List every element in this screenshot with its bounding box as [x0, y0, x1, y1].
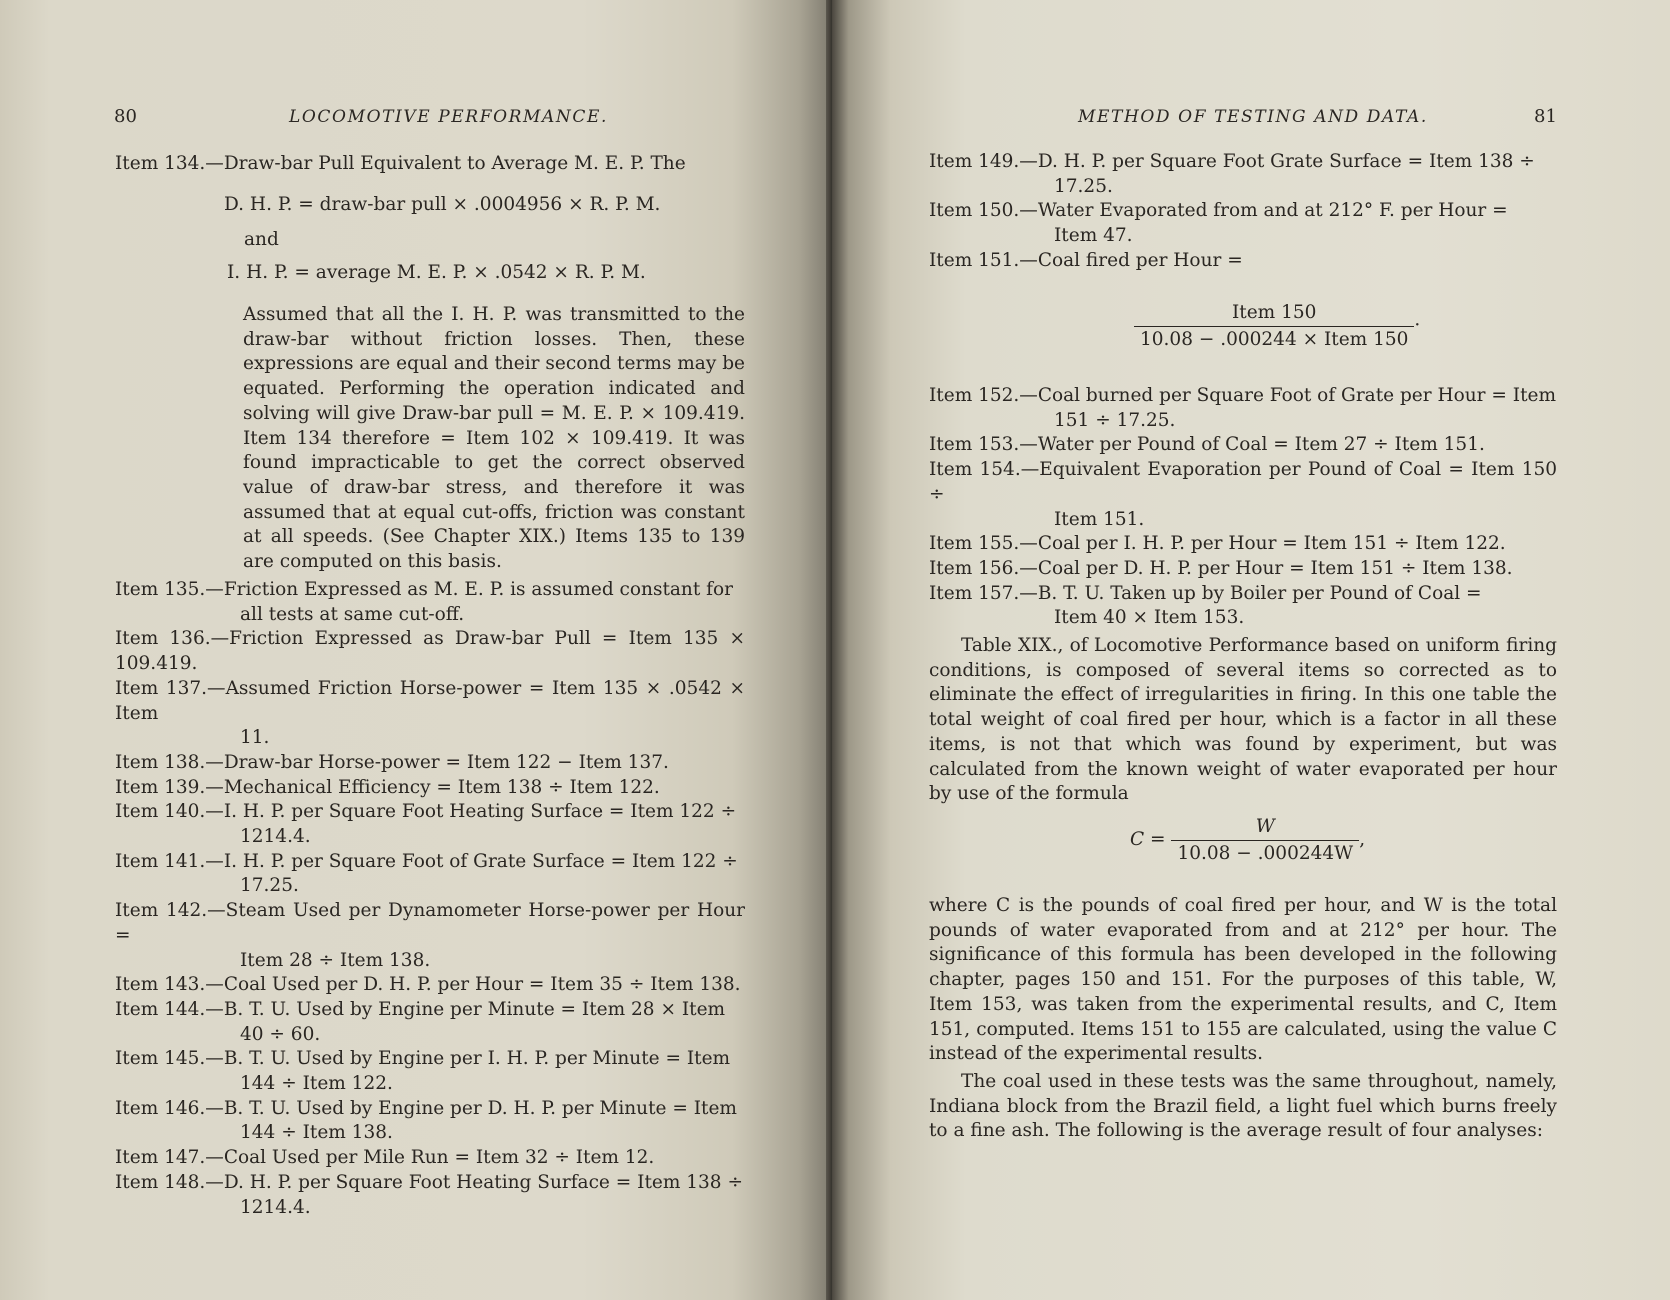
item-label: Item 145.— [115, 1048, 224, 1070]
item-text: Steam Used per Dynamometer Horse-power per Hour = [115, 900, 745, 946]
item-label: Item 138.— [115, 751, 224, 773]
right-items-bottom [929, 384, 1557, 631]
item-continuation: Item 47. [1054, 225, 1133, 247]
item-text: Coal Used per D. H. P. per Hour = Item 35 ÷ Item 138. [223, 974, 741, 996]
item-text: Draw-bar Horse-power = Item 122 − Item 137. [223, 751, 669, 773]
left-page [0, 0, 832, 1300]
left-page-number: 80 [114, 106, 137, 127]
item-153 [929, 433, 1557, 458]
item-141 [115, 850, 745, 899]
item-label: Item 146.— [115, 1097, 224, 1119]
left-item-list [115, 578, 745, 1220]
item-label: Item 155.— [929, 533, 1038, 555]
item-142 [115, 899, 745, 973]
item-continuation: 1214.4. [240, 826, 311, 848]
item-149 [929, 150, 1557, 199]
item-147 [115, 1146, 745, 1171]
fraction-suffix: · [1414, 315, 1421, 336]
item-157 [929, 582, 1557, 631]
formula-lhs: C = [1130, 829, 1166, 850]
item-text: Equivalent Evaporation per Pound of Coal = Item 150 ÷ [929, 459, 1558, 505]
item-label: Item 147.— [115, 1147, 224, 1169]
item-label: Item 154.— [929, 459, 1040, 481]
item-text: Coal Used per Mile Run = Item 32 ÷ Item 12. [223, 1147, 655, 1169]
item-continuation: 17.25. [240, 875, 299, 897]
item-label: Item 144.— [115, 998, 224, 1020]
item-134 [115, 152, 745, 177]
item-continuation: 1214.4. [240, 1196, 311, 1218]
item-label: Item 156.— [929, 557, 1038, 579]
item-154 [929, 458, 1557, 532]
item-label: Item 143.— [115, 974, 224, 996]
table-xix-paragraph: Table XIX., of Locomotive Performance based on uniform firing conditions, is composed of several items so corrected as to eliminate the effect of irregularities in firing. In this one table the total weight of coal fired per hour, which is a factor in all these items, is not that which was found by experiment, but was calculated from the known weight of water evaporated per hour by use of the formula [929, 635, 1557, 805]
item-text: Friction Expressed as Draw-bar Pull = Item 135 × 109.419. [115, 628, 745, 675]
item-text: I. H. P. per Square Foot Heating Surface = Item 122 ÷ [223, 801, 737, 823]
fraction-denominator: 10.08 − .000244 × Item 150 [1140, 329, 1409, 350]
right-page-number: 81 [1534, 106, 1557, 127]
right-page [832, 0, 1670, 1300]
left-running-head: LOCOMOTIVE PERFORMANCE. [289, 107, 609, 127]
item-148 [115, 1171, 745, 1220]
item-continuation: Item 40 × Item 153. [1054, 607, 1245, 629]
item-136 [115, 627, 745, 676]
item-label: Item 149.— [929, 151, 1038, 172]
item-continuation: all tests at same cut-off. [240, 603, 465, 625]
item-text: B. T. U. Used by Engine per I. H. P. per Minute = Item [223, 1048, 731, 1070]
item-text: Coal per I. H. P. per Hour = Item 151 ÷ Item 122. [1037, 533, 1506, 555]
item-continuation: Item 151. [1054, 508, 1145, 530]
item-text: Water Evaporated from and at 212° F. per Hour = [1037, 200, 1508, 222]
ihp-equation: I. H. P. = average M. E. P. × .0542 × R. P. M. [227, 262, 646, 283]
item-150 [929, 199, 1557, 248]
item-label: Item 150.— [929, 200, 1038, 222]
item-continuation: 144 ÷ Item 138. [240, 1122, 393, 1144]
item-label: Item 142.— [115, 900, 226, 922]
formula-denominator: 10.08 − .000244W [1177, 843, 1354, 864]
item-text: B. T. U. Taken up by Boiler per Pound of Coal = [1037, 582, 1482, 604]
item-134-label: Item 134.— [115, 153, 224, 174]
item-text: D. H. P. per Square Foot Heating Surface = Item 138 ÷ [223, 1171, 743, 1193]
item-text: Friction Expressed as M. E. P. is assumed constant for [223, 579, 733, 600]
item-151-fraction [1134, 302, 1420, 350]
item-text: Mechanical Efficiency = Item 138 ÷ Item 122. [223, 776, 660, 798]
item-label: Item 157.— [929, 582, 1038, 604]
item-137 [115, 677, 745, 751]
item-continuation: 40 ÷ 60. [240, 1023, 321, 1045]
and-word: and [244, 229, 279, 250]
item-152 [929, 384, 1557, 433]
item-139 [115, 776, 745, 801]
item-text: Coal burned per Square Foot of Grate per Hour = Item [1037, 385, 1557, 406]
item-label: Item 136.— [115, 628, 230, 650]
item-text: Water per Pound of Coal = Item 27 ÷ Item 151. [1037, 434, 1485, 456]
item-continuation: 144 ÷ Item 122. [240, 1073, 393, 1095]
fraction-numerator: Item 150 [1134, 302, 1414, 327]
item-label: Item 152.— [929, 385, 1038, 406]
item-label: Item 137.— [115, 677, 226, 699]
item-144 [115, 998, 745, 1047]
item-text: Coal fired per Hour = [1037, 249, 1243, 271]
coal-paragraph: The coal used in these tests was the same throughout, namely, Indiana block from the Brazil field, a light fuel which burns freely to a fine ash. The following is the average result of four analyses: [929, 1071, 1557, 1142]
item-text: Assumed Friction Horse-power = Item 135 × .0542 × Item [115, 677, 745, 724]
item-text: I. H. P. per Square Foot of Grate Surface = Item 122 ÷ [223, 850, 738, 872]
item-text: Coal per D. H. P. per Hour = Item 151 ÷ Item 138. [1037, 557, 1513, 579]
right-items-top [929, 150, 1557, 274]
item-label: Item 140.— [115, 801, 224, 823]
right-running-head: METHOD OF TESTING AND DATA. [1078, 107, 1428, 127]
formula-explanation-paragraph: where C is the pounds of coal fired per hour, and W is the total pounds of water evaporated from and at 212° per hour. The significance of this formula has been developed in the following chapter, pages 150 and 151. For the purposes of this table, W, Item 153, was taken from the experimental results, and C, Item 151, computed. Items 151 to 155 are calculated, using the value C instead of the experimental results. [929, 895, 1557, 1065]
item-label: Item 141.— [115, 850, 224, 872]
item-continuation: 11. [240, 727, 270, 749]
item-138 [115, 751, 745, 776]
coal-formula [1130, 816, 1365, 864]
item-continuation: 17.25. [1054, 175, 1113, 197]
item-145 [115, 1047, 745, 1096]
item-continuation: 151 ÷ 17.25. [1054, 409, 1176, 431]
item-143 [115, 973, 745, 998]
item-label: Item 148.— [115, 1171, 224, 1193]
item-label: Item 151.— [929, 249, 1038, 271]
item-continuation: Item 28 ÷ Item 138. [240, 949, 431, 971]
item-135 [115, 578, 745, 627]
item-label: Item 153.— [929, 434, 1038, 456]
item-146 [115, 1097, 745, 1146]
item-134-paragraph: Assumed that all the I. H. P. was transmitted to the draw-bar without friction losses. Then, these expressions are equal and their second terms may be equated. Performing the operation indicated and solving will give Draw-bar pull = M. E. P. × 109.419. Item 134 therefore = Item 102 × 109.419. It was found impracticable to get the correct observed value of draw-bar stress, and therefore it was assumed that at equal cut-offs, friction was constant at all speeds. (See Chapter XIX.) Items 135 to 139 are computed on this basis. [243, 304, 745, 573]
dhp-equation: D. H. P. = draw-bar pull × .0004956 × R. P. M. [224, 194, 661, 215]
item-text: B. T. U. Used by Engine per D. H. P. per Minute = Item [223, 1097, 737, 1119]
item-151 [929, 249, 1557, 274]
item-text: D. H. P. per Square Foot Grate Surface = Item 138 ÷ [1037, 151, 1535, 172]
item-134-text: Draw-bar Pull Equivalent to Average M. E. P. The [223, 153, 686, 174]
formula-numerator: W [1171, 816, 1359, 841]
formula-suffix: , [1359, 829, 1366, 850]
item-140 [115, 800, 745, 849]
item-155 [929, 532, 1557, 557]
item-text: B. T. U. Used by Engine per Minute = Item 28 × Item [223, 998, 726, 1020]
item-156 [929, 557, 1557, 582]
item-label: Item 139.— [115, 776, 224, 798]
item-label: Item 135.— [115, 579, 224, 600]
